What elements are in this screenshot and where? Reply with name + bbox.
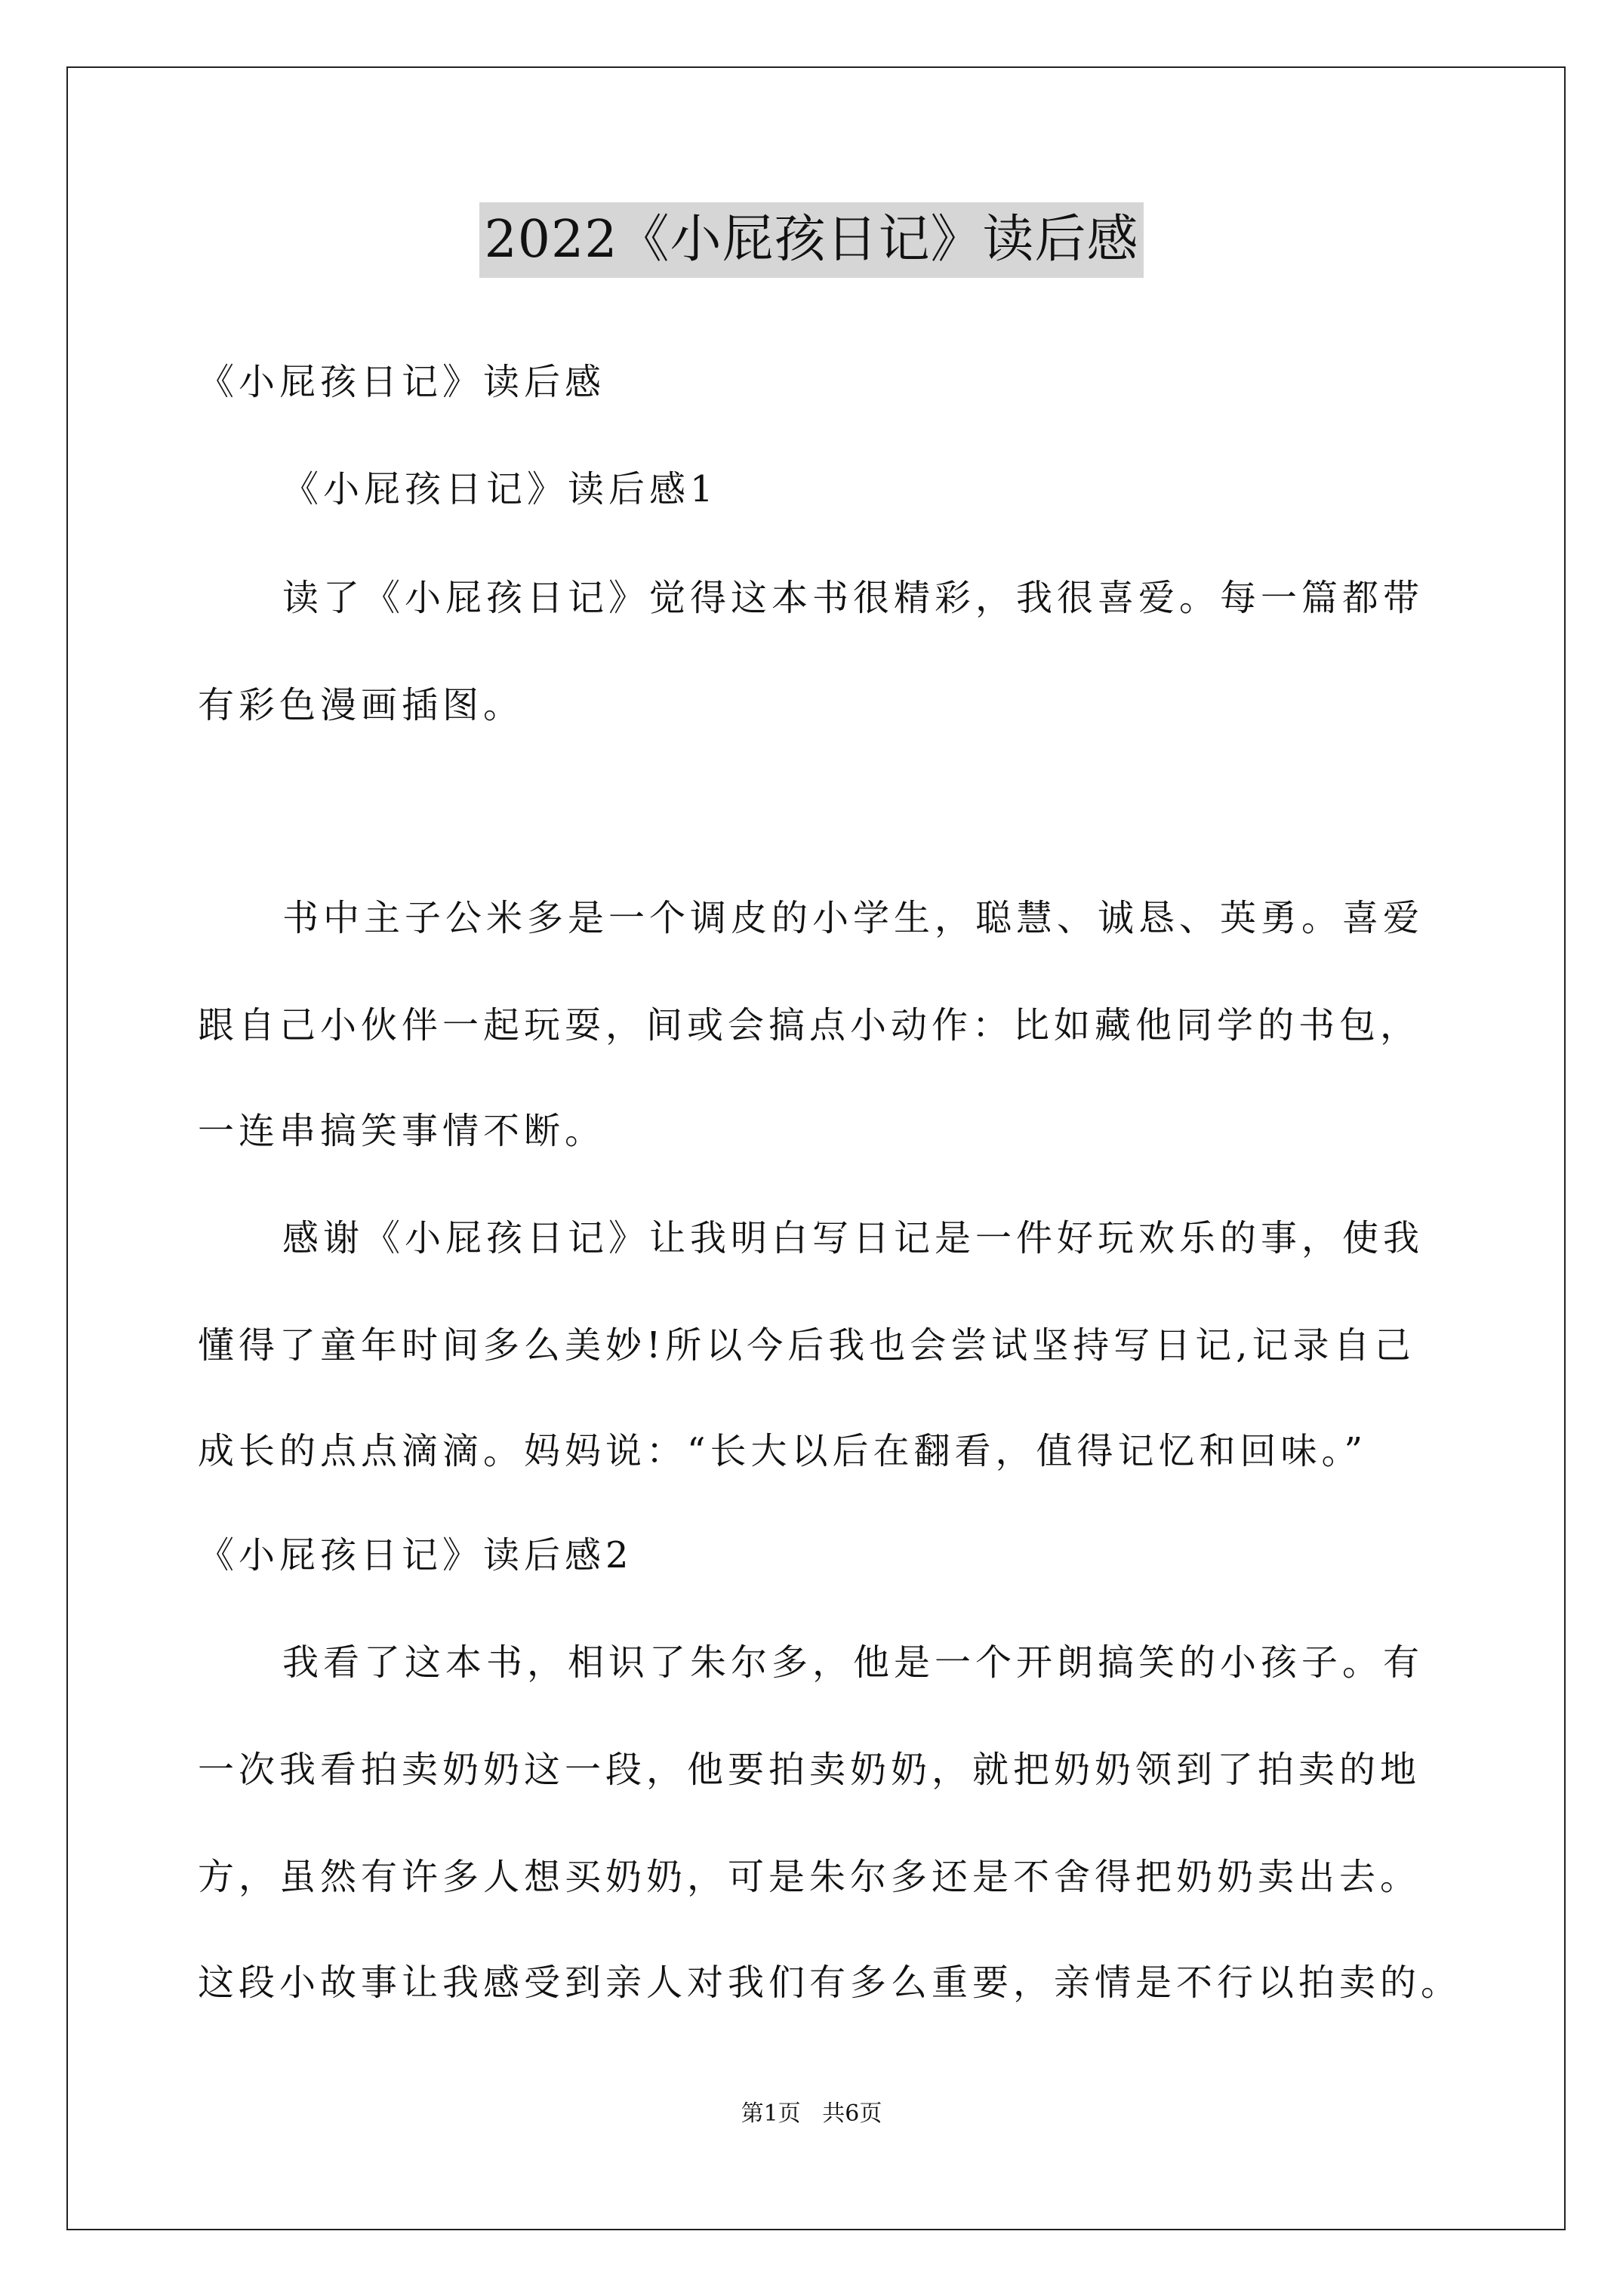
paragraph-line: 一次我看拍卖奶奶这一段，他要拍卖奶奶，就把奶奶领到了拍卖的地 [198, 1749, 1421, 1791]
heading-section-1: 《小屁孩日记》读后感1 [282, 468, 718, 510]
paragraph-line: 一连串搞笑事情不断。 [198, 1110, 606, 1152]
paragraph-line: 读了《小屁孩日记》觉得这本书很精彩，我很喜爱。每一篇都带 [282, 577, 1424, 619]
paragraph-line: 有彩色漫画插图。 [198, 684, 525, 726]
paragraph-line: 懂得了童年时间多么美妙!所以今后我也会尝试坚持写日记,记录自己 [198, 1324, 1415, 1367]
paragraph-line: 书中主子公米多是一个调皮的小学生，聪慧、诚恳、英勇。喜爱 [282, 897, 1424, 939]
paragraph-line: 方，虽然有许多人想买奶奶，可是朱尔多还是不舍得把奶奶卖出去。 [198, 1856, 1421, 1898]
document-title-text: 2022《小屁孩日记》读后感 [479, 202, 1143, 278]
paragraph-line: 跟自己小伙伴一起玩耍，间或会搞点小动作：比如藏他同学的书包， [198, 1004, 1421, 1046]
heading-section-2: 《小屁孩日记》读后感2 [198, 1534, 633, 1576]
document-title [0, 202, 1623, 278]
page-footer: 第1页 共6页 [741, 2100, 882, 2127]
paragraph-line: 成长的点点滴滴。妈妈说：“长大以后在翻看，值得记忆和回味。” [198, 1430, 1368, 1472]
paragraph-line: 我看了这本书，相识了朱尔多，他是一个开朗搞笑的小孩子。有 [282, 1641, 1424, 1684]
paragraph-line: 这段小故事让我感受到亲人对我们有多么重要，亲情是不行以拍卖的。 [198, 1962, 1462, 2004]
paragraph-line: 感谢《小屁孩日记》让我明白写日记是一件好玩欢乐的事，使我 [282, 1217, 1424, 1259]
heading-main: 《小屁孩日记》读后感 [198, 361, 606, 403]
